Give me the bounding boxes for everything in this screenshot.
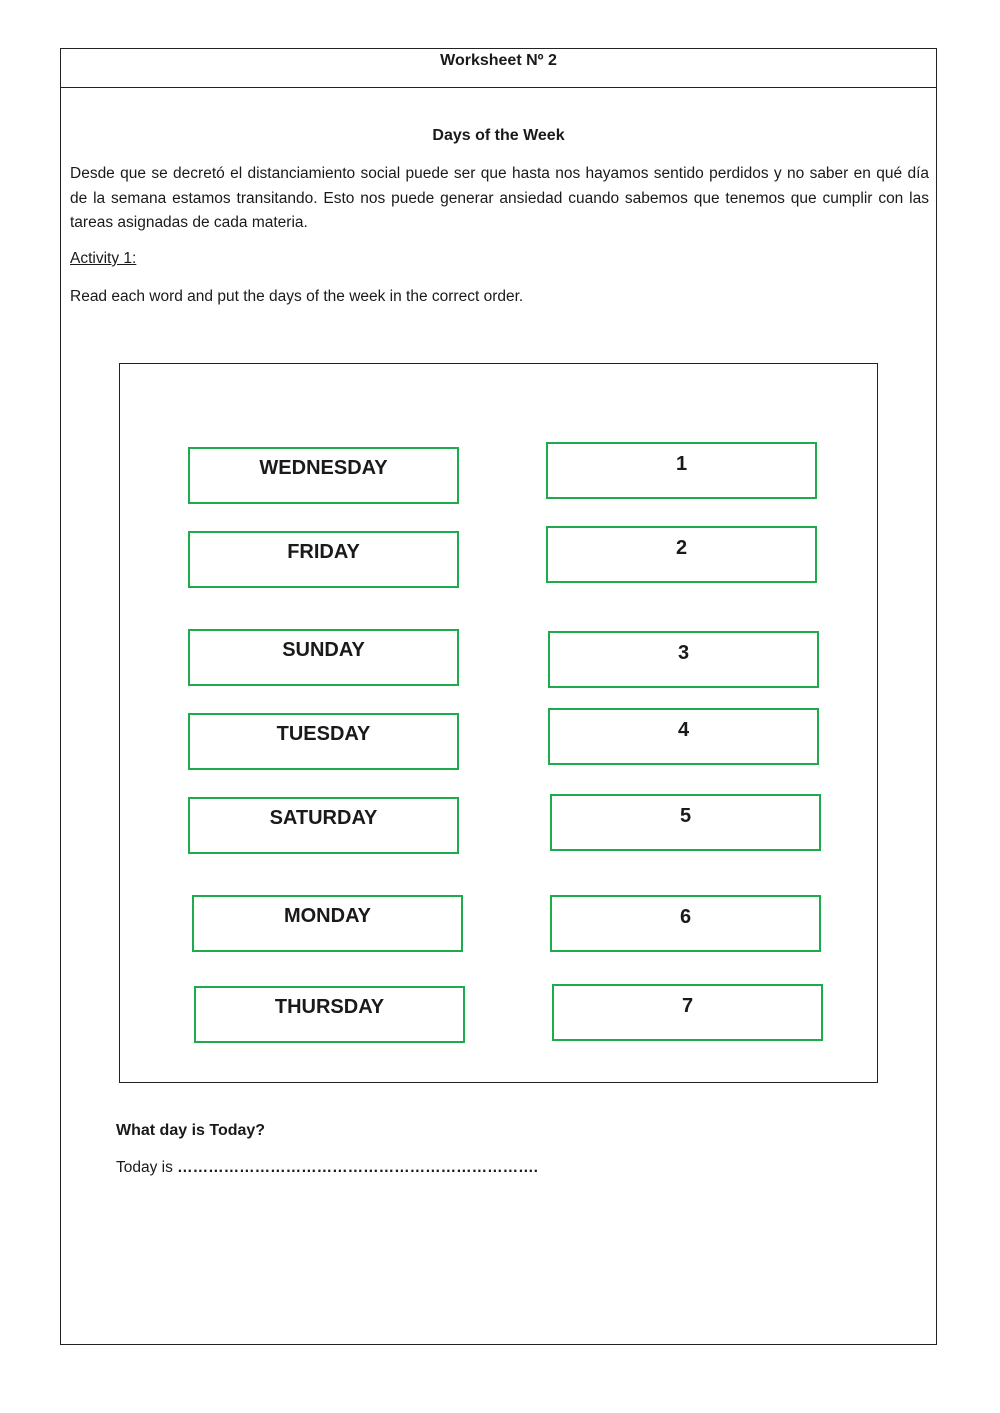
day-card-tuesday[interactable]: TUESDAY — [188, 713, 459, 770]
worksheet-header — [61, 49, 936, 88]
intro-paragraph: Desde que se decretó el distanciamiento social puede ser que hasta nos hayamos sentido perdidos y no saber en qué día de la semana estamos transitando. Esto nos puede generar ansiedad cuando sabemos que tenemos que cumplir con las tareas asignadas de cada materia. — [70, 165, 929, 231]
day-card-sunday[interactable]: SUNDAY — [188, 629, 459, 686]
day-card-wednesday[interactable]: WEDNESDAY — [188, 447, 459, 504]
worksheet-number: Worksheet Nº 2 — [440, 52, 557, 69]
day-card-monday[interactable]: MONDAY — [192, 895, 463, 952]
activity-label: Activity 1: — [70, 250, 137, 267]
order-slot-2[interactable]: 2 — [546, 526, 817, 583]
worksheet-page — [60, 48, 937, 1345]
today-question: What day is Today? — [116, 1122, 266, 1139]
day-card-saturday[interactable]: SATURDAY — [188, 797, 459, 854]
order-slot-1[interactable]: 1 — [546, 442, 817, 499]
day-card-friday[interactable]: FRIDAY — [188, 531, 459, 588]
order-slot-6[interactable]: 6 — [550, 895, 821, 952]
order-slot-7[interactable]: 7 — [552, 984, 823, 1041]
answer-blank[interactable]: ……………………………………………………………. — [177, 1159, 538, 1176]
page-title: Days of the Week — [432, 127, 565, 144]
activity-frame — [119, 363, 878, 1083]
order-slot-4[interactable]: 4 — [548, 708, 819, 765]
activity-instruction: Read each word and put the days of the week in the correct order. — [70, 288, 524, 305]
answer-prefix: Today is — [116, 1159, 178, 1176]
today-answer-line — [116, 1159, 538, 1177]
day-card-thursday[interactable]: THURSDAY — [194, 986, 465, 1043]
order-slot-3[interactable]: 3 — [548, 631, 819, 688]
order-slot-5[interactable]: 5 — [550, 794, 821, 851]
